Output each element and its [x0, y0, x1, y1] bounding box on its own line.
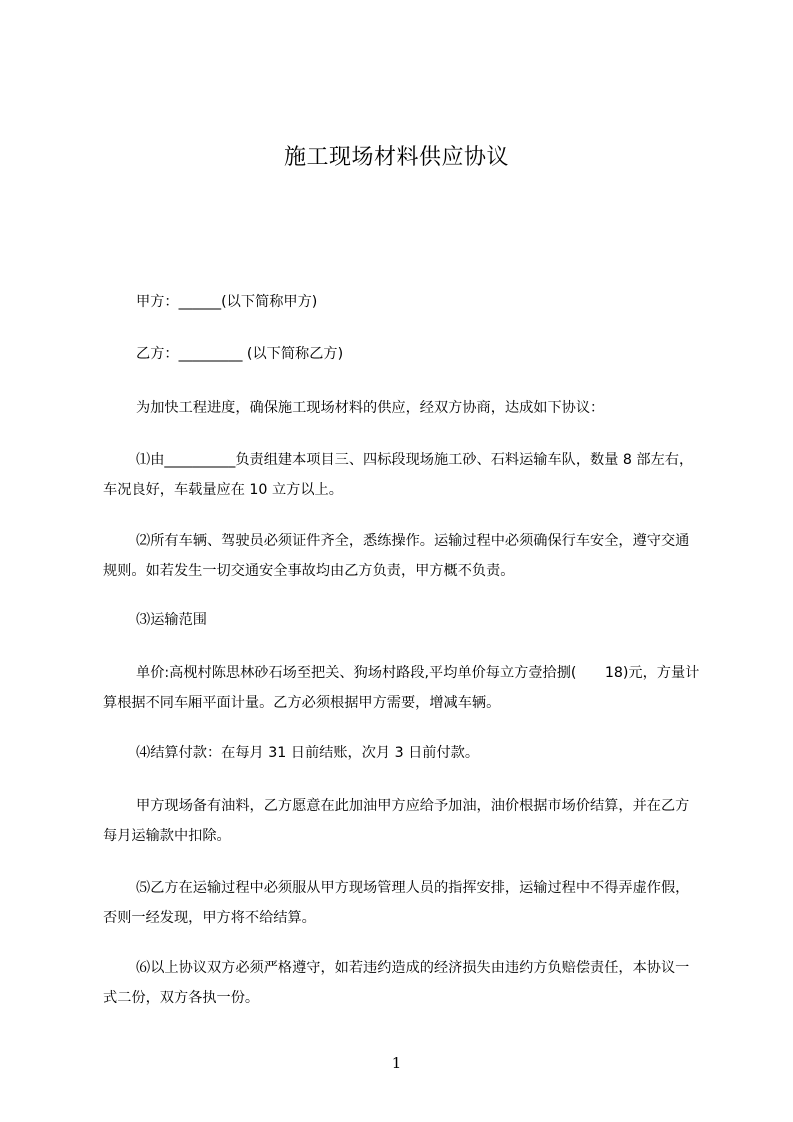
clause-2: ⑵所有车辆、驾驶员必须证件齐全，悉练操作。运输过程中必须确保行车安全，遵守交通规则。如若发生一切交通安全事故均由乙方负责，甲方概不负责。	[103, 533, 690, 579]
clause-3-heading: ⑶运输范围	[136, 612, 207, 628]
party-a-line: 甲方：______(以下简称甲方)	[136, 294, 318, 310]
page-number: 1	[391, 1054, 402, 1072]
clause-4: ⑷结算付款：在每月 31 日前结账，次月 3 日前付款。	[136, 745, 480, 761]
clause-1: ⑴由__________负责组建本项目三、四标段现场施工砂、石料运输车队，数量 8 部左右，车况良好，车载量应在 10 立方以上。	[103, 452, 694, 498]
document-title: 施工现场材料供应协议	[283, 145, 509, 170]
party-b-line: 乙方：_________ (以下简称乙方)	[136, 346, 344, 362]
clause-3-text: 单价:高枧村陈思林砂石场至把关、狗场村路段,平均单价每立方壹拾捌( 18)元，方量计算根据不同车厢平面计量。乙方必须根据甲方需要，增减车辆。	[103, 665, 700, 711]
clause-6: ⑹以上协议双方必须严格遵守，如若违约造成的经济损失由违约方负赔偿责任，本协议一式二份，双方各执一份。	[103, 960, 690, 1006]
clause-5: ⑸乙方在运输过程中必须服从甲方现场管理人员的指挥安排，运输过程中不得弄虚作假，否则一经发现，甲方将不给结算。	[103, 880, 690, 926]
fuel-note: 甲方现场备有油料，乙方愿意在此加油甲方应给予加油，油价根据市场价结算，并在乙方每月运输款中扣除。	[103, 798, 690, 844]
intro-paragraph: 为加快工程进度，确保施工现场材料的供应，经双方协商，达成如下协议：	[136, 400, 605, 416]
